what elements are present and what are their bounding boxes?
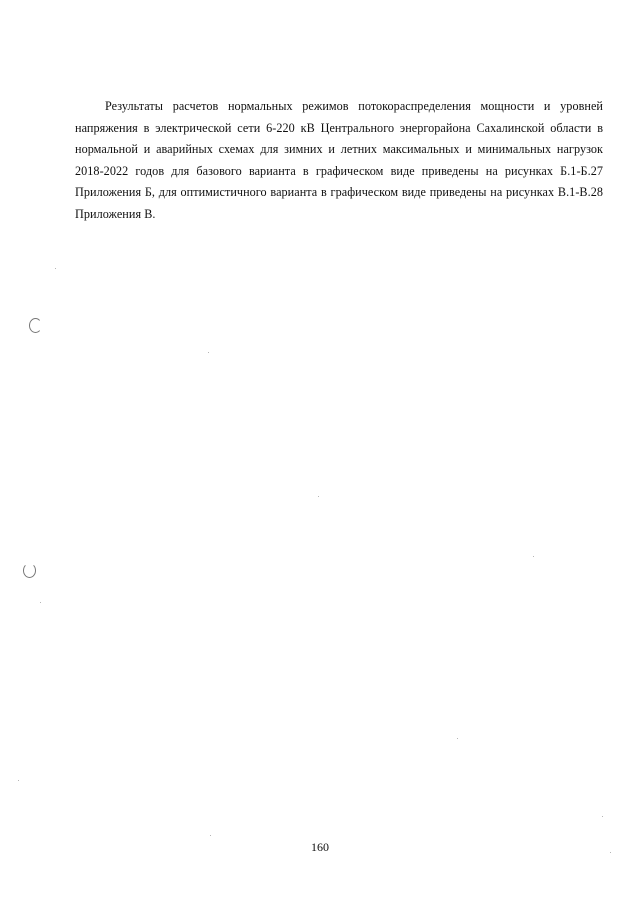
- scan-speck: [457, 738, 458, 739]
- page-number: 160: [311, 840, 329, 854]
- body-paragraph: Результаты расчетов нормальных режимов потокораспределения мощности и уровней напряжения в электрической сети 6-220 кВ Центрального энергорайона Сахалинской области в нормальной и аварийных схемах для зимних и летних максимальных и минимальных нагрузок 2018-2022 годов для базового варианта в графическом виде приведены на рисунках Б.1-Б.27 Приложения Б, для оптимистичного варианта в графическом виде приведены на рисунках В.1-В.28 Приложения В.: [75, 99, 603, 221]
- punch-hole-mark-top: [29, 318, 42, 333]
- scan-speck: [533, 556, 534, 557]
- scan-speck: [40, 602, 41, 603]
- scan-speck: [18, 780, 19, 781]
- scan-speck: [208, 352, 209, 353]
- punch-hole-mark-bottom: [23, 563, 36, 578]
- scan-speck: [55, 268, 56, 269]
- scan-speck: [210, 835, 211, 836]
- scan-speck: [318, 496, 319, 497]
- scan-speck: [610, 852, 611, 853]
- scan-speck: [602, 816, 603, 817]
